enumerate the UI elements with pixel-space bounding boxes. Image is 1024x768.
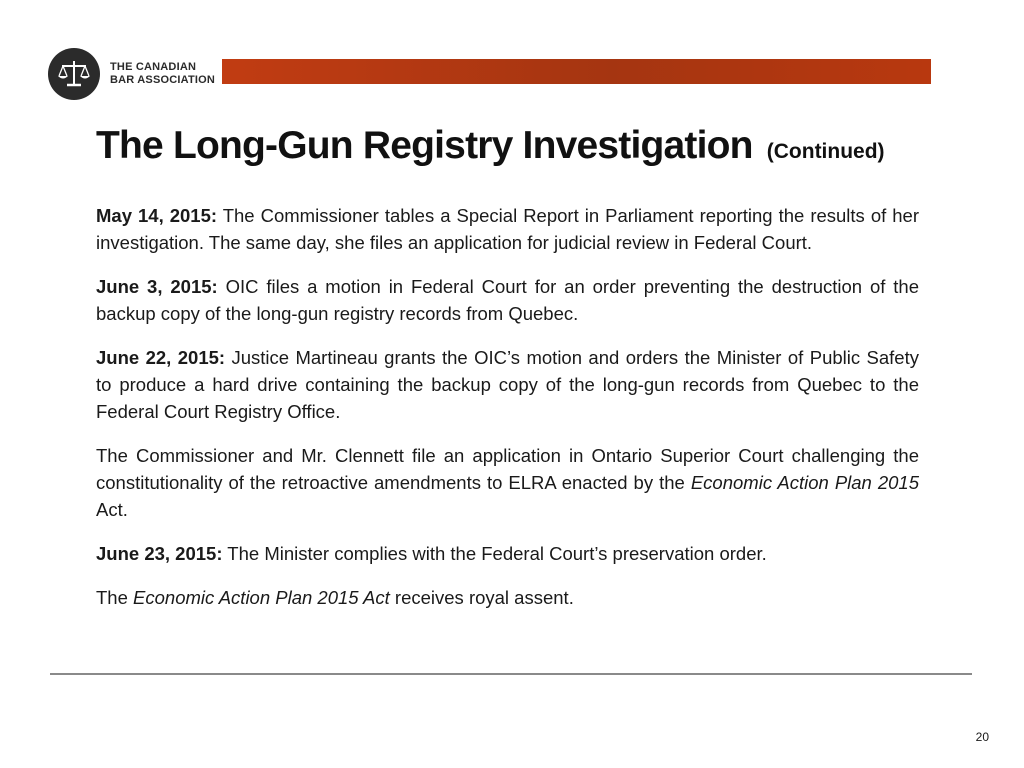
scales-of-justice-icon	[48, 48, 100, 100]
paragraph-text: The Minister complies with the Federal Court’s preservation order.	[222, 543, 767, 564]
paragraph-text: Justice Martineau grants the OIC’s motion and orders the Minister of Public Safety to produce a hard drive containing the backup copy of the long-gun records from Quebec to the Federal Court Registry Office.	[96, 347, 919, 422]
paragraph-text: The	[96, 587, 134, 608]
title-suffix: (Continued)	[766, 140, 885, 163]
act-title-italic: Economic Action Plan 2015	[690, 472, 920, 493]
footer-divider	[50, 673, 972, 675]
logo-line-1: THE CANADIAN	[110, 61, 197, 73]
act-title-italic: Economic Action Plan 2015 Act	[133, 587, 390, 608]
paragraph-text: The Commissioner and Mr. Clennett file an application in Ontario Superior Court challenging the constitutionality of the retroactive amendments to ELRA enacted by the	[96, 445, 919, 493]
date-label: May 14, 2015:	[96, 205, 218, 226]
slide-body	[96, 202, 919, 628]
paragraph-text: Act.	[96, 499, 128, 520]
logo-wordmark	[110, 61, 215, 87]
logo-line-2: BAR ASSOCIATION	[110, 74, 216, 86]
date-label: June 22, 2015:	[96, 347, 226, 368]
paragraph-june-3	[96, 273, 919, 327]
cba-logo	[48, 48, 215, 100]
header-accent-bar	[222, 59, 931, 84]
date-label: June 23, 2015:	[96, 543, 223, 564]
title-main: The Long-Gun Registry Investigation	[96, 124, 753, 167]
page-number: 20	[975, 730, 989, 744]
paragraph-may-14	[96, 202, 919, 256]
paragraph-text: OIC files a motion in Federal Court for an order preventing the destruction of the backup copy of the long-gun registry records from Quebec.	[96, 276, 919, 324]
date-label: June 3, 2015:	[96, 276, 218, 297]
paragraph-commissioner-application	[96, 442, 919, 523]
paragraph-text: The Commissioner tables a Special Report in Parliament reporting the results of her investigation. The same day, she files an application for judicial review in Federal Court.	[96, 205, 919, 253]
slide-title	[96, 122, 885, 176]
paragraph-june-22	[96, 344, 919, 425]
paragraph-june-23	[96, 540, 919, 567]
paragraph-text: receives royal assent.	[389, 587, 574, 608]
paragraph-royal-assent	[96, 584, 919, 611]
